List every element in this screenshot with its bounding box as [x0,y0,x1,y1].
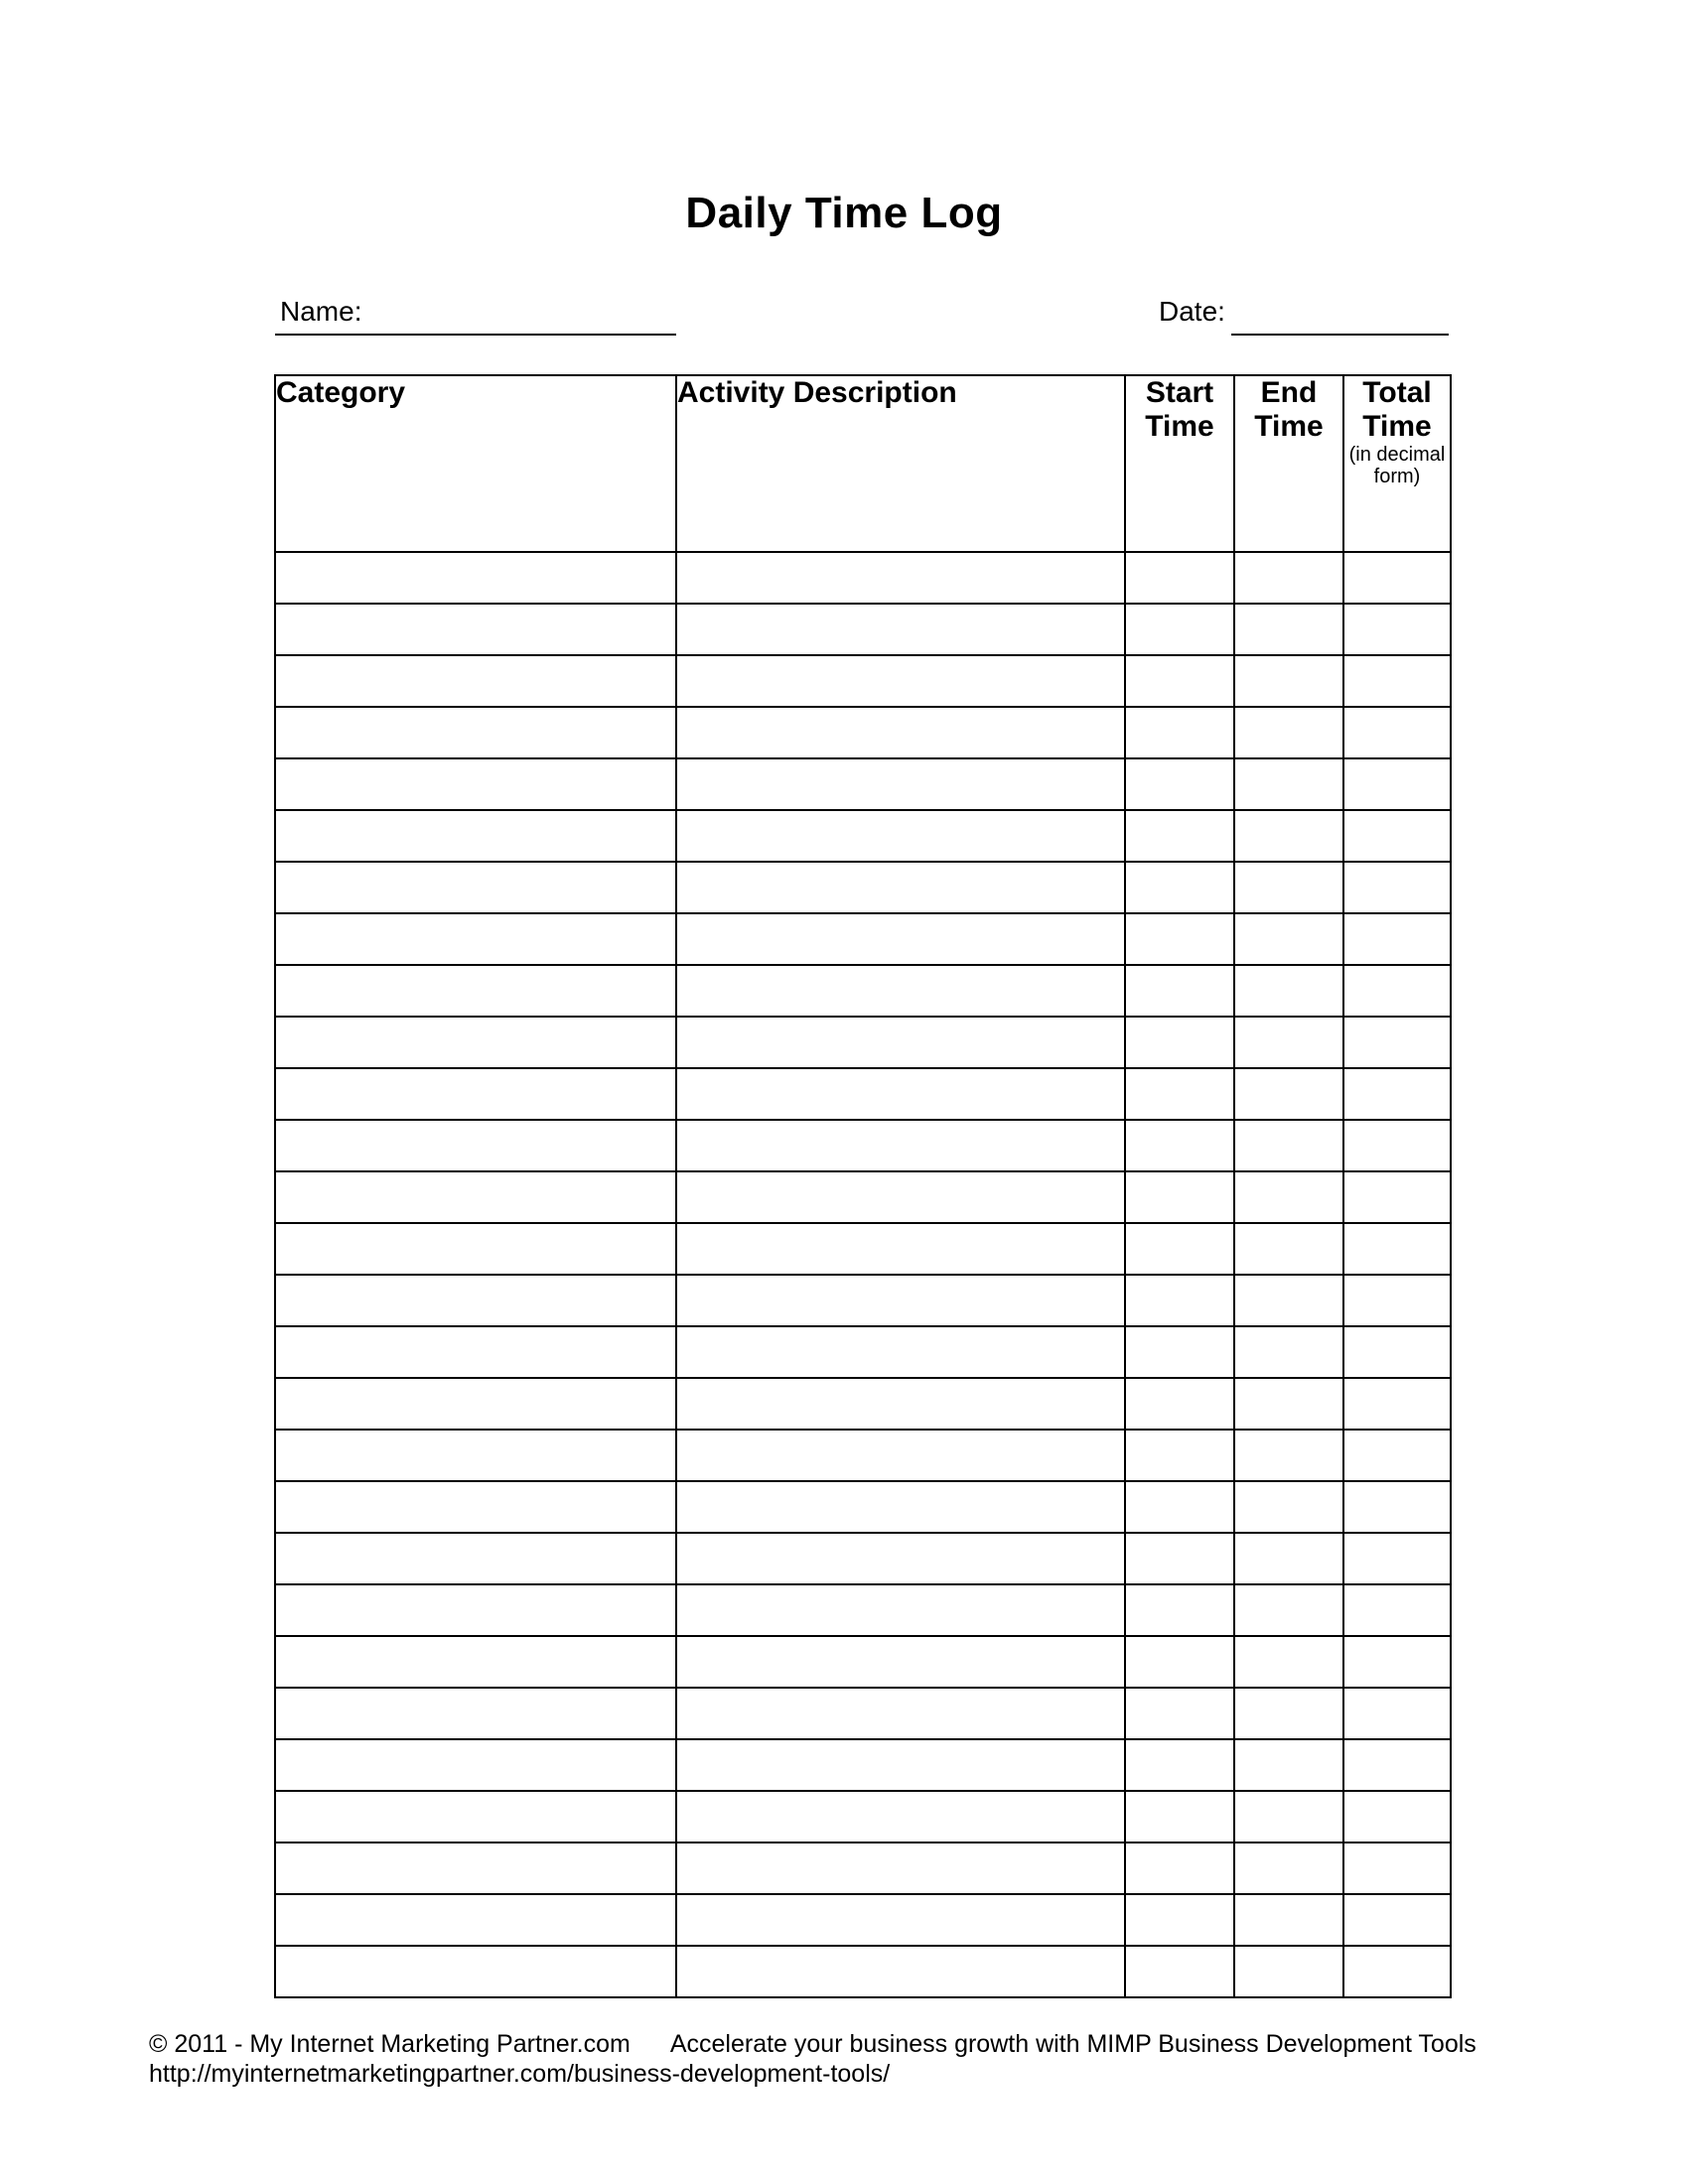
cell-activity[interactable] [676,552,1125,604]
table-row [275,1584,1451,1636]
cell-end-time[interactable] [1234,1688,1343,1739]
cell-category[interactable] [275,965,676,1017]
name-label: Name: [280,296,362,327]
cell-category[interactable] [275,1171,676,1223]
cell-category[interactable] [275,655,676,707]
cell-activity[interactable] [676,1068,1125,1120]
cell-activity[interactable] [676,1894,1125,1946]
cell-start-time[interactable] [1125,965,1234,1017]
cell-activity[interactable] [676,1584,1125,1636]
cell-category[interactable] [275,1120,676,1171]
cell-start-time[interactable] [1125,1223,1234,1275]
cell-activity[interactable] [676,1171,1125,1223]
cell-end-time[interactable] [1234,604,1343,655]
header-end-time: End Time [1234,375,1343,552]
footer-line-1 [149,2029,1477,2059]
cell-category[interactable] [275,1481,676,1533]
cell-total-time[interactable] [1343,1843,1451,1894]
date-label: Date: [1159,296,1225,327]
cell-category[interactable] [275,1068,676,1120]
table-row [275,604,1451,655]
cell-total-time[interactable] [1343,1791,1451,1843]
cell-category[interactable] [275,1791,676,1843]
cell-category[interactable] [275,707,676,758]
cell-category[interactable] [275,604,676,655]
cell-activity[interactable] [676,1017,1125,1068]
cell-start-time[interactable] [1125,1946,1234,1997]
cell-activity[interactable] [676,862,1125,913]
cell-start-time[interactable] [1125,1378,1234,1430]
cell-end-time[interactable] [1234,1017,1343,1068]
cell-start-time[interactable] [1125,1430,1234,1481]
date-field-line[interactable] [1231,334,1449,336]
cell-start-time[interactable] [1125,1068,1234,1120]
table-row [275,707,1451,758]
cell-start-time[interactable] [1125,1894,1234,1946]
cell-category[interactable] [275,1223,676,1275]
cell-total-time[interactable] [1343,552,1451,604]
cell-activity[interactable] [676,1843,1125,1894]
cell-total-time[interactable] [1343,1275,1451,1326]
cell-category[interactable] [275,552,676,604]
cell-total-time[interactable] [1343,1739,1451,1791]
header-total-time [1343,375,1451,552]
cell-activity[interactable] [676,707,1125,758]
cell-start-time[interactable] [1125,1481,1234,1533]
cell-start-time[interactable] [1125,758,1234,810]
table-row [275,1481,1451,1533]
cell-category[interactable] [275,758,676,810]
table-row [275,1017,1451,1068]
name-field-line[interactable] [275,334,676,336]
cell-end-time[interactable] [1234,1533,1343,1584]
cell-end-time[interactable] [1234,1843,1343,1894]
cell-end-time[interactable] [1234,1584,1343,1636]
cell-total-time[interactable] [1343,810,1451,862]
cell-category[interactable] [275,1584,676,1636]
cell-activity[interactable] [676,1533,1125,1584]
cell-end-time[interactable] [1234,1481,1343,1533]
table-body [275,552,1451,1997]
cell-start-time[interactable] [1125,1017,1234,1068]
cell-total-time[interactable] [1343,1636,1451,1688]
cell-category[interactable] [275,810,676,862]
cell-total-time[interactable] [1343,1017,1451,1068]
cell-total-time[interactable] [1343,655,1451,707]
header-total-time-label: Total Time [1362,376,1432,443]
cell-activity[interactable] [676,965,1125,1017]
table-row [275,810,1451,862]
cell-category[interactable] [275,1275,676,1326]
cell-end-time[interactable] [1234,965,1343,1017]
cell-total-time[interactable] [1343,1378,1451,1430]
cell-activity[interactable] [676,1120,1125,1171]
cell-end-time[interactable] [1234,1171,1343,1223]
cell-activity[interactable] [676,758,1125,810]
table-row [275,862,1451,913]
cell-end-time[interactable] [1234,552,1343,604]
table-row [275,1275,1451,1326]
cell-total-time[interactable] [1343,1068,1451,1120]
cell-start-time[interactable] [1125,1533,1234,1584]
footer-copyright: © 2011 - My Internet Marketing Partner.com [149,2030,631,2058]
table-row [275,1739,1451,1791]
cell-total-time[interactable] [1343,604,1451,655]
table-row [275,1223,1451,1275]
cell-total-time[interactable] [1343,1481,1451,1533]
cell-start-time[interactable] [1125,1326,1234,1378]
table-row [275,552,1451,604]
cell-category[interactable] [275,1894,676,1946]
cell-start-time[interactable] [1125,1688,1234,1739]
cell-end-time[interactable] [1234,1120,1343,1171]
cell-start-time[interactable] [1125,655,1234,707]
cell-category[interactable] [275,1378,676,1430]
table-row [275,1533,1451,1584]
cell-end-time[interactable] [1234,707,1343,758]
cell-activity[interactable] [676,1326,1125,1378]
cell-total-time[interactable] [1343,1223,1451,1275]
cell-activity[interactable] [676,1223,1125,1275]
cell-category[interactable] [275,1946,676,1997]
cell-category[interactable] [275,1739,676,1791]
cell-activity[interactable] [676,1688,1125,1739]
table-row [275,1946,1451,1997]
footer-tagline: Accelerate your business growth with MIMP Business Development Tools [669,2030,1477,2058]
cell-start-time[interactable] [1125,1584,1234,1636]
cell-total-time[interactable] [1343,1120,1451,1171]
table-row [275,1378,1451,1430]
cell-end-time[interactable] [1234,1946,1343,1997]
cell-category[interactable] [275,1688,676,1739]
table-row [275,913,1451,965]
table-row [275,1791,1451,1843]
cell-activity[interactable] [676,655,1125,707]
cell-total-time[interactable] [1343,707,1451,758]
cell-start-time[interactable] [1125,552,1234,604]
cell-end-time[interactable] [1234,1430,1343,1481]
cell-end-time[interactable] [1234,1894,1343,1946]
table-row [275,655,1451,707]
table-row [275,965,1451,1017]
cell-end-time[interactable] [1234,655,1343,707]
table-row [275,1430,1451,1481]
cell-end-time[interactable] [1234,1636,1343,1688]
cell-start-time[interactable] [1125,810,1234,862]
cell-total-time[interactable] [1343,1326,1451,1378]
cell-category[interactable] [275,1843,676,1894]
cell-total-time[interactable] [1343,1688,1451,1739]
cell-total-time[interactable] [1343,1533,1451,1584]
cell-end-time[interactable] [1234,913,1343,965]
cell-end-time[interactable] [1234,1326,1343,1378]
cell-end-time[interactable] [1234,1223,1343,1275]
cell-end-time[interactable] [1234,1378,1343,1430]
header-start-time: Start Time [1125,375,1234,552]
cell-category[interactable] [275,1430,676,1481]
cell-total-time[interactable] [1343,1171,1451,1223]
cell-activity[interactable] [676,1430,1125,1481]
cell-activity[interactable] [676,1946,1125,1997]
header-total-time-note: (in decimal form) [1348,444,1446,487]
cell-start-time[interactable] [1125,1791,1234,1843]
cell-start-time[interactable] [1125,913,1234,965]
cell-total-time[interactable] [1343,913,1451,965]
cell-total-time[interactable] [1343,758,1451,810]
table-row [275,1120,1451,1171]
cell-category[interactable] [275,862,676,913]
cell-start-time[interactable] [1125,1171,1234,1223]
cell-total-time[interactable] [1343,1584,1451,1636]
footer-url: http://myinternetmarketingpartner.com/business-development-tools/ [149,2060,891,2088]
cell-start-time[interactable] [1125,1275,1234,1326]
header-activity-description: Activity Description [676,375,1125,552]
table-header-row [275,375,1451,552]
cell-category[interactable] [275,1017,676,1068]
cell-start-time[interactable] [1125,1120,1234,1171]
table-row [275,1636,1451,1688]
table-row [275,758,1451,810]
cell-activity[interactable] [676,1378,1125,1430]
cell-total-time[interactable] [1343,1894,1451,1946]
cell-start-time[interactable] [1125,707,1234,758]
table-row [275,1068,1451,1120]
table-row [275,1843,1451,1894]
cell-activity[interactable] [676,1791,1125,1843]
table-row [275,1688,1451,1739]
cell-start-time[interactable] [1125,604,1234,655]
time-log-table [274,374,1452,1998]
cell-end-time[interactable] [1234,810,1343,862]
cell-end-time[interactable] [1234,1739,1343,1791]
header-category: Category [275,375,676,552]
cell-total-time[interactable] [1343,862,1451,913]
cell-activity[interactable] [676,1739,1125,1791]
cell-activity[interactable] [676,1636,1125,1688]
cell-activity[interactable] [676,1481,1125,1533]
footer [149,2029,1477,2089]
cell-activity[interactable] [676,810,1125,862]
cell-start-time[interactable] [1125,862,1234,913]
cell-total-time[interactable] [1343,965,1451,1017]
cell-end-time[interactable] [1234,1068,1343,1120]
cell-start-time[interactable] [1125,1636,1234,1688]
cell-category[interactable] [275,913,676,965]
cell-total-time[interactable] [1343,1946,1451,1997]
cell-end-time[interactable] [1234,1275,1343,1326]
cell-activity[interactable] [676,913,1125,965]
cell-category[interactable] [275,1326,676,1378]
cell-end-time[interactable] [1234,1791,1343,1843]
table-row [275,1171,1451,1223]
cell-activity[interactable] [676,604,1125,655]
cell-activity[interactable] [676,1275,1125,1326]
cell-category[interactable] [275,1636,676,1688]
cell-total-time[interactable] [1343,1430,1451,1481]
cell-category[interactable] [275,1533,676,1584]
cell-start-time[interactable] [1125,1843,1234,1894]
page-title: Daily Time Log [685,189,1003,237]
cell-start-time[interactable] [1125,1739,1234,1791]
table-row [275,1894,1451,1946]
cell-end-time[interactable] [1234,862,1343,913]
cell-end-time[interactable] [1234,758,1343,810]
table-row [275,1326,1451,1378]
